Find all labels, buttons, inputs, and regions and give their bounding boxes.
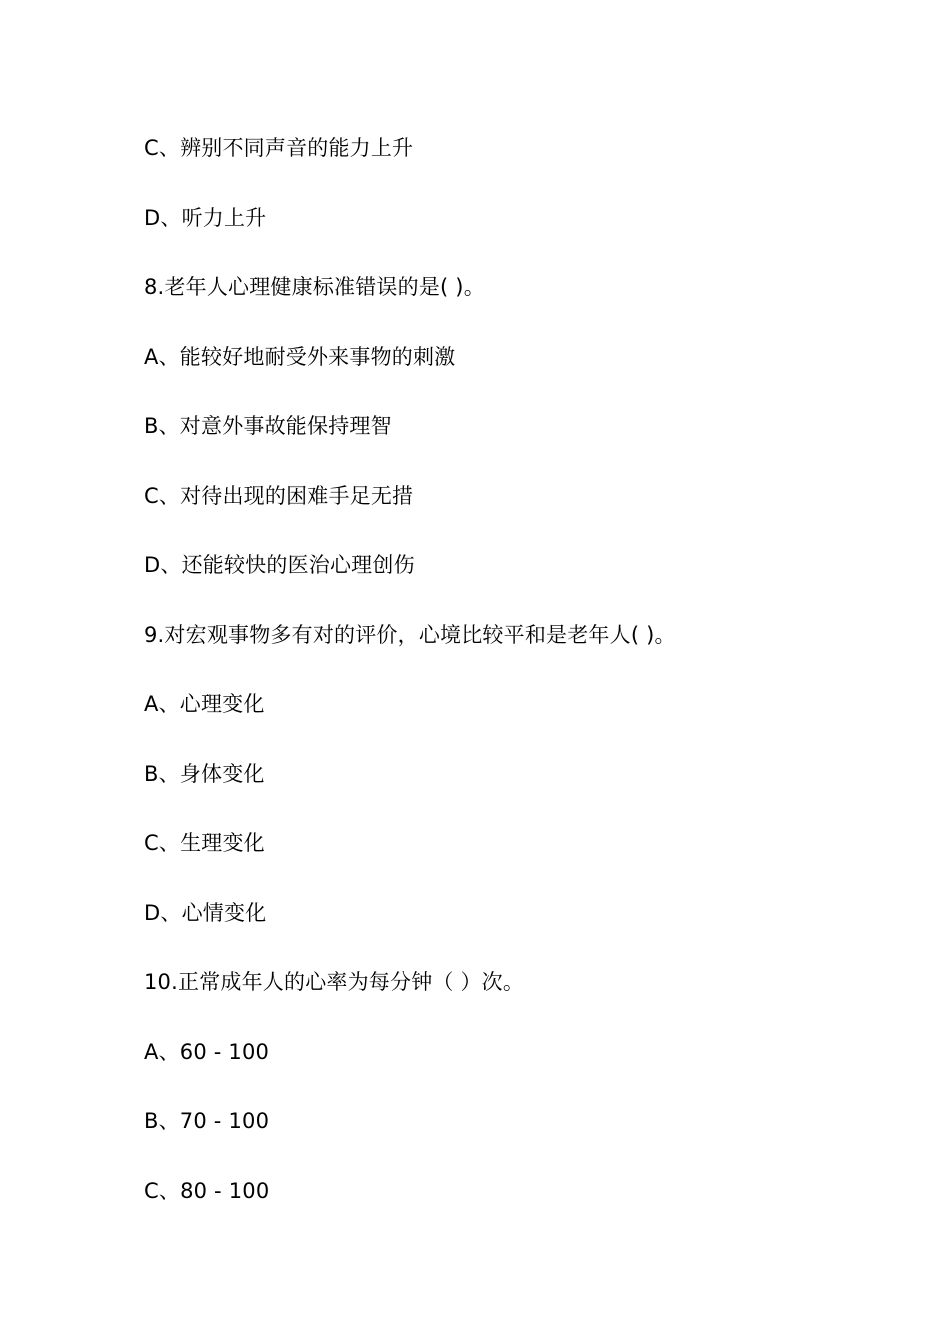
option-d-q8: D、还能较快的医治心理创伤 (144, 553, 415, 577)
option-a-q8: A、能较好地耐受外来事物的刺激 (144, 345, 456, 369)
option-b-q8: B、对意外事故能保持理智 (144, 414, 392, 438)
option-c-q7: C、辨别不同声音的能力上升 (144, 136, 414, 160)
option-c-q9: C、生理变化 (144, 831, 265, 855)
question-10: 10.正常成年人的心率为每分钟（ ）次。 (144, 970, 525, 994)
option-b-q10: B、70 - 100 (144, 1109, 270, 1133)
question-8: 8.老年人心理健康标准错误的是( )。 (144, 275, 485, 299)
option-d-q7: D、听力上升 (144, 206, 267, 230)
option-a-q10: A、60 - 100 (144, 1040, 270, 1064)
option-a-q9: A、心理变化 (144, 692, 265, 716)
option-c-q8: C、对待出现的困难手足无措 (144, 484, 414, 508)
option-c-q10: C、80 - 100 (144, 1179, 270, 1203)
option-b-q9: B、身体变化 (144, 762, 265, 786)
question-9: 9.对宏观事物多有对的评价，心境比较平和是老年人( )。 (144, 623, 676, 647)
option-d-q9: D、心情变化 (144, 901, 267, 925)
